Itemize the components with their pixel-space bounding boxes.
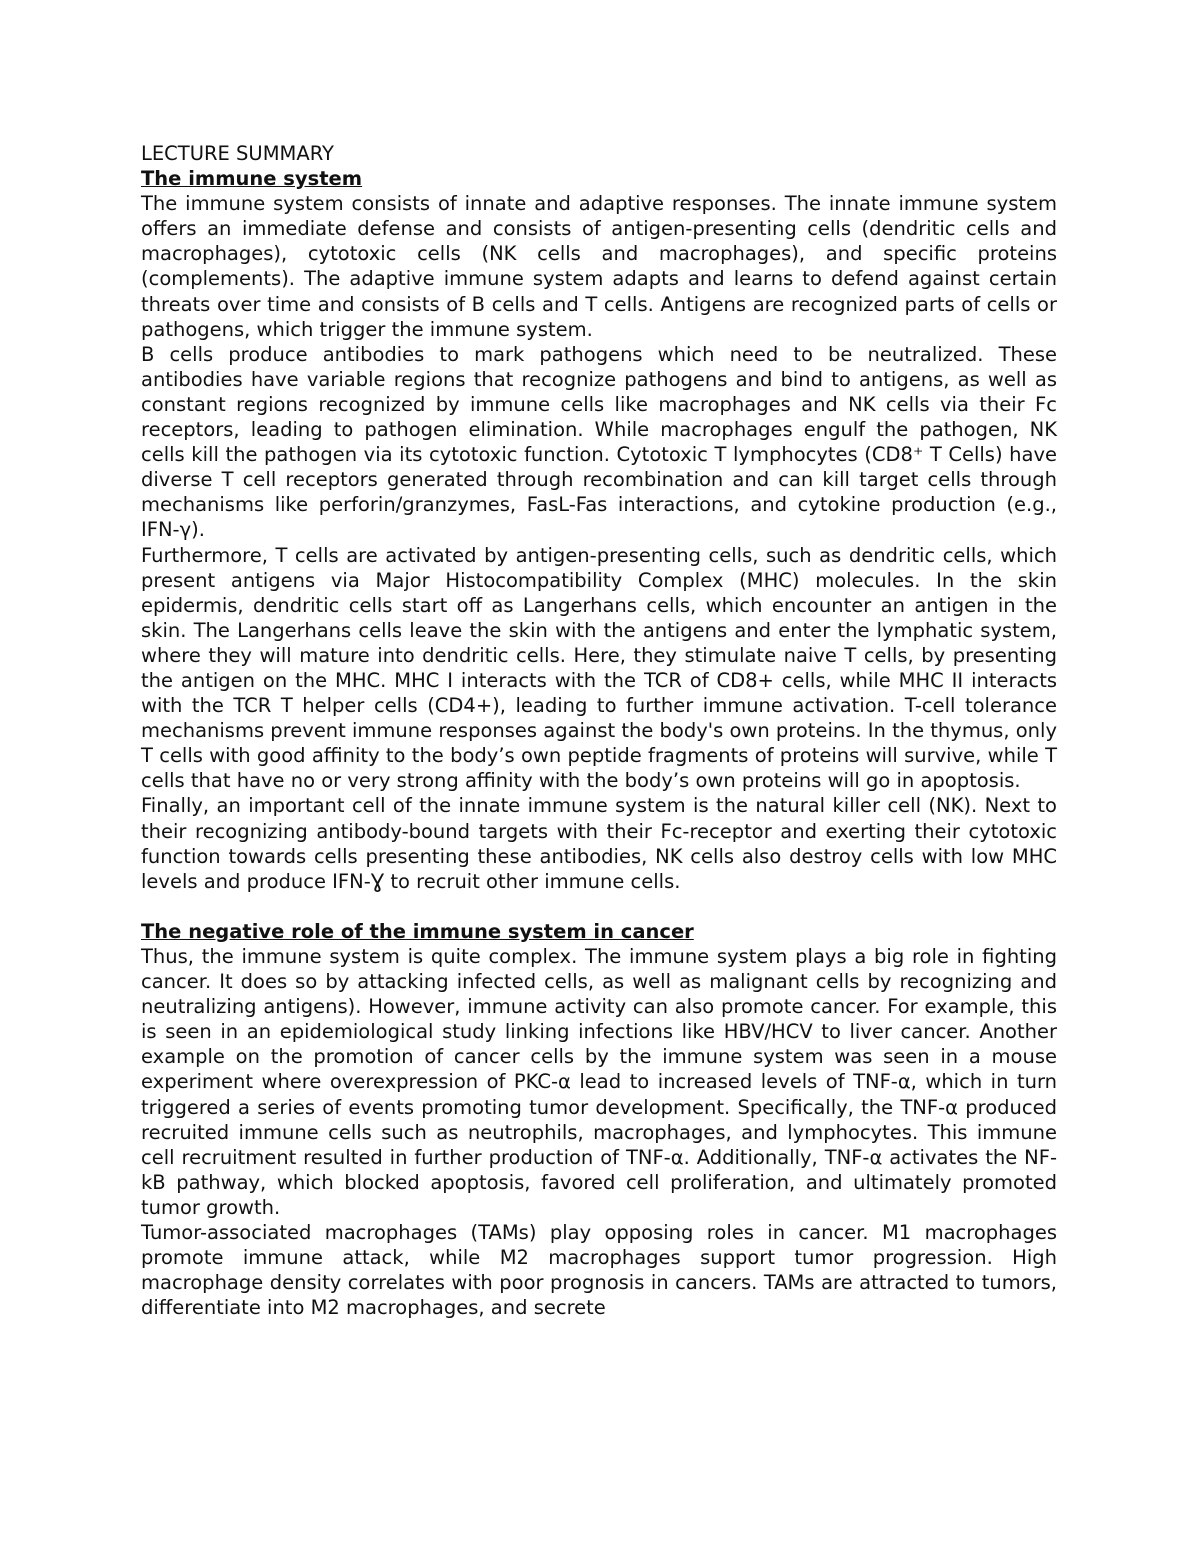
- document-page: [141, 141, 1057, 1320]
- paragraph: Finally, an important cell of the innate immune system is the natural killer cell (NK). Next to their recognizing antibody-bound targets with their Fc-receptor and exerting their cytotoxic function towards cells presenting these antibodies, NK cells also destroy cells with low MHC levels and produce IFN-Ɣ to recruit other immune cells.: [141, 794, 1057, 893]
- document-title: LECTURE SUMMARY: [141, 142, 334, 165]
- section-spacer: [141, 894, 1057, 919]
- paragraph: B cells produce antibodies to mark pathogens which need to be neutralized. These antibodies have variable regions that recognize pathogens and bind to antigens, as well as constant regions recognized by immune cells like macrophages and NK cells via their Fc receptors, leading to pathogen elimination. While macrophages engulf the pathogen, NK cells kill the pathogen via its cytotoxic function. Cytotoxic T lymphocytes (CD8⁺ T Cells) have diverse T cell receptors generated through recombination and can kill target cells through mechanisms like perforin/granzymes, FasL-Fas interactions, and cytokine production (e.g., IFN-γ).: [141, 342, 1057, 542]
- section-heading-immune-system: The immune system: [141, 167, 363, 191]
- paragraph: Thus, the immune system is quite complex. The immune system plays a big role in fighting cancer. It does so by attacking infected cells, as well as malignant cells by recognizing and neutralizing antigens). However, immune activity can also promote cancer. For example, this is seen in an epidemiological study linking infections like HBV/HCV to liver cancer. Another example on the promotion of cancer cells by the immune system was seen in a mouse experiment where overexpression of PKC-α lead to increased levels of TNF-α, which in turn triggered a series of events promoting tumor development. Specifically, the TNF-α produced recruited immune cells such as neutrophils, macrophages, and lymphocytes. This immune cell recruitment resulted in further production of TNF-α. Additionally, TNF-α activates the NF-kB pathway, which blocked apoptosis, favored cell proliferation, and ultimately promoted tumor growth.: [141, 945, 1057, 1219]
- section-heading-negative-role: The negative role of the immune system in cancer: [141, 919, 694, 943]
- paragraph: Furthermore, T cells are activated by antigen-presenting cells, such as dendritic cells, which present antigens via Major Histocompatibility Complex (MHC) molecules. In the skin epidermis, dendritic cells start off as Langerhans cells, which encounter an antigen in the skin. The Langerhans cells leave the skin with the antigens and enter the lymphatic system, where they will mature into dendritic cells. Here, they stimulate naive T cells, by presenting the antigen on the MHC. MHC I interacts with the TCR of CD8+ cells, while MHC II interacts with the TCR T helper cells (CD4+), leading to further immune activation. T-cell tolerance mechanisms prevent immune responses against the body's own proteins. In the thymus, only T cells with good affinity to the body’s own peptide fragments of proteins will survive, while T cells that have no or very strong affinity with the body’s own proteins will go in apoptosis.: [141, 543, 1057, 793]
- paragraph: Tumor-associated macrophages (TAMs) play opposing roles in cancer. M1 macrophages promote immune attack, while M2 macrophages support tumor progression. High macrophage density correlates with poor prognosis in cancers. TAMs are attracted to tumors, differentiate into M2 macrophages, and secrete: [141, 1221, 1057, 1320]
- paragraph: The immune system consists of innate and adaptive responses. The innate immune system offers an immediate defense and consists of antigen-presenting cells (dendritic cells and macrophages), cytotoxic cells (NK cells and macrophages), and specific proteins (complements). The adaptive immune system adapts and learns to defend against certain threats over time and consists of B cells and T cells. Antigens are recognized parts of cells or pathogens, which trigger the immune system.: [141, 192, 1057, 341]
